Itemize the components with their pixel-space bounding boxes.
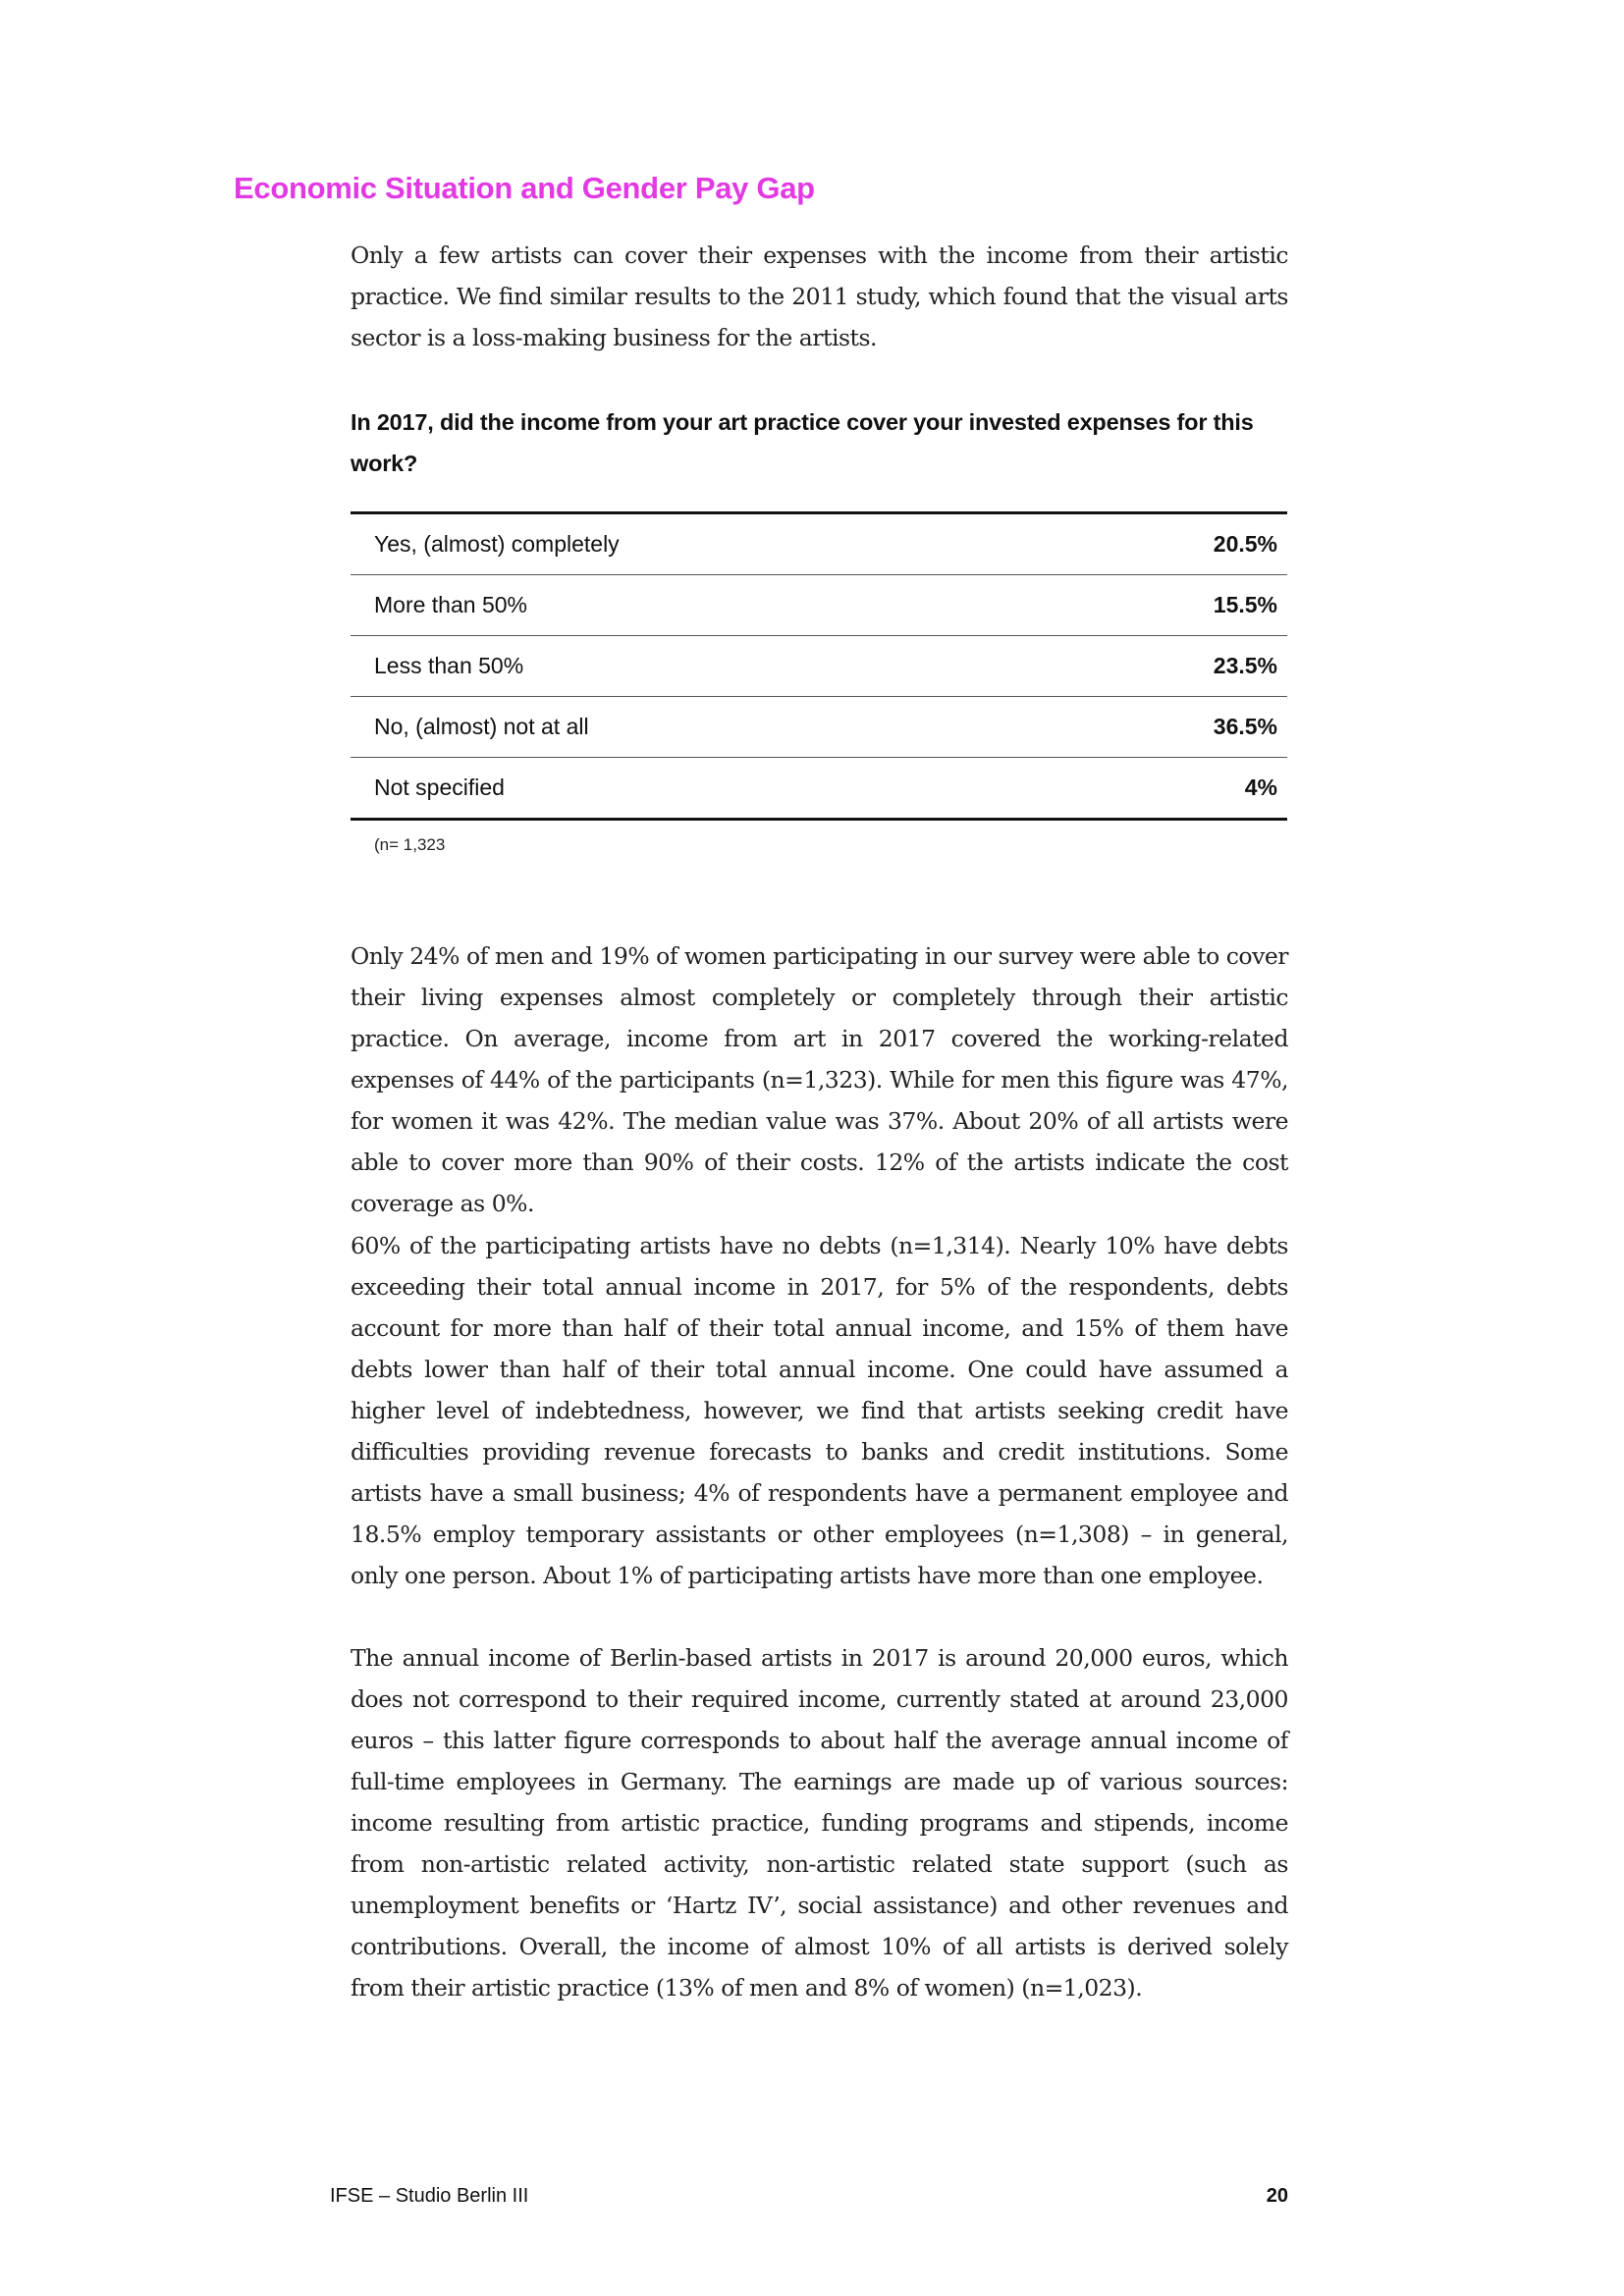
answer-label: No, (almost) not at all — [351, 697, 1045, 758]
answer-label: Yes, (almost) completely — [351, 513, 1045, 575]
page-number: 20 — [1266, 2185, 1288, 2207]
answer-value: 36.5% — [1045, 697, 1287, 758]
table-row — [351, 513, 1287, 575]
answer-label: More than 50% — [351, 575, 1045, 636]
section-title: Economic Situation and Gender Pay Gap — [234, 171, 815, 205]
debts-paragraph: 60% of the participating artists have no debts (n=1,314). Nearly 10% have debts exceeding their total annual income in 2017, for 5% of the respondents, debts account for more than half of their total annual income, and 15% of them have debts lower than half of their total annual income. One could have assumed a higher level of indebtedness, however, we find that artists seeking credit have difficulties providing revenue forecasts to banks and credit institutions. Some artists have a small business; 4% of respondents have a permanent employee and 18.5% employ temporary assistants or other employees (n=1,308) – in general, only one person. About 1% of participating artists have more than one employee. — [351, 1232, 1288, 1589]
sample-size-note: (n= 1,323 — [374, 835, 446, 854]
table-row — [351, 697, 1287, 758]
income-paragraph: The annual income of Berlin-based artists in 2017 is around 20,000 euros, which does not correspond to their required income, currently stated at around 23,000 euros – this latter figure corresponds to about half the average annual income of full-time employees in Germany. The earnings are made up of various sources: income resulting from artistic practice, funding programs and stipends, income from non-artistic related activity, non-artistic related state support (such as unemployment benefits or ‘Hartz IV’, social assistance) and other revenues and contributions. Overall, the income of almost 10% of all artists is derived solely from their artistic practice (13% of men and 8% of women) (n=1,023). — [351, 1644, 1288, 2002]
answer-value: 23.5% — [1045, 636, 1287, 697]
survey-question: In 2017, did the income from your art practice cover your invested expenses for this work? — [351, 409, 1254, 476]
answer-value: 15.5% — [1045, 575, 1287, 636]
answer-value: 4% — [1244, 774, 1277, 800]
table-row — [351, 575, 1287, 636]
table-row — [351, 636, 1287, 697]
answer-value: 20.5% — [1045, 513, 1287, 575]
intro-paragraph: Only a few artists can cover their expenses with the income from their artistic practice. We find similar results to the 2011 study, which found that the visual arts sector is a loss-making business for the artists. — [351, 241, 1288, 351]
answer-label: Not specified — [374, 774, 505, 800]
footer-publication: IFSE – Studio Berlin III — [330, 2185, 529, 2207]
survey-results-table — [351, 511, 1287, 821]
coverage-paragraph: Only 24% of men and 19% of women participating in our survey were able to cover their living expenses almost completely or completely through their artistic practice. On average, income from art in 2017 covered the working-related expenses of 44% of the participants (n=1,323). While for men this figure was 47%, for women it was 42%. The median value was 37%. About 20% of all artists were able to cover more than 90% of their costs. 12% of the artists indicate the cost coverage as 0%. — [351, 942, 1288, 1217]
answer-label: Less than 50% — [351, 636, 1045, 697]
table-row — [351, 758, 1287, 820]
